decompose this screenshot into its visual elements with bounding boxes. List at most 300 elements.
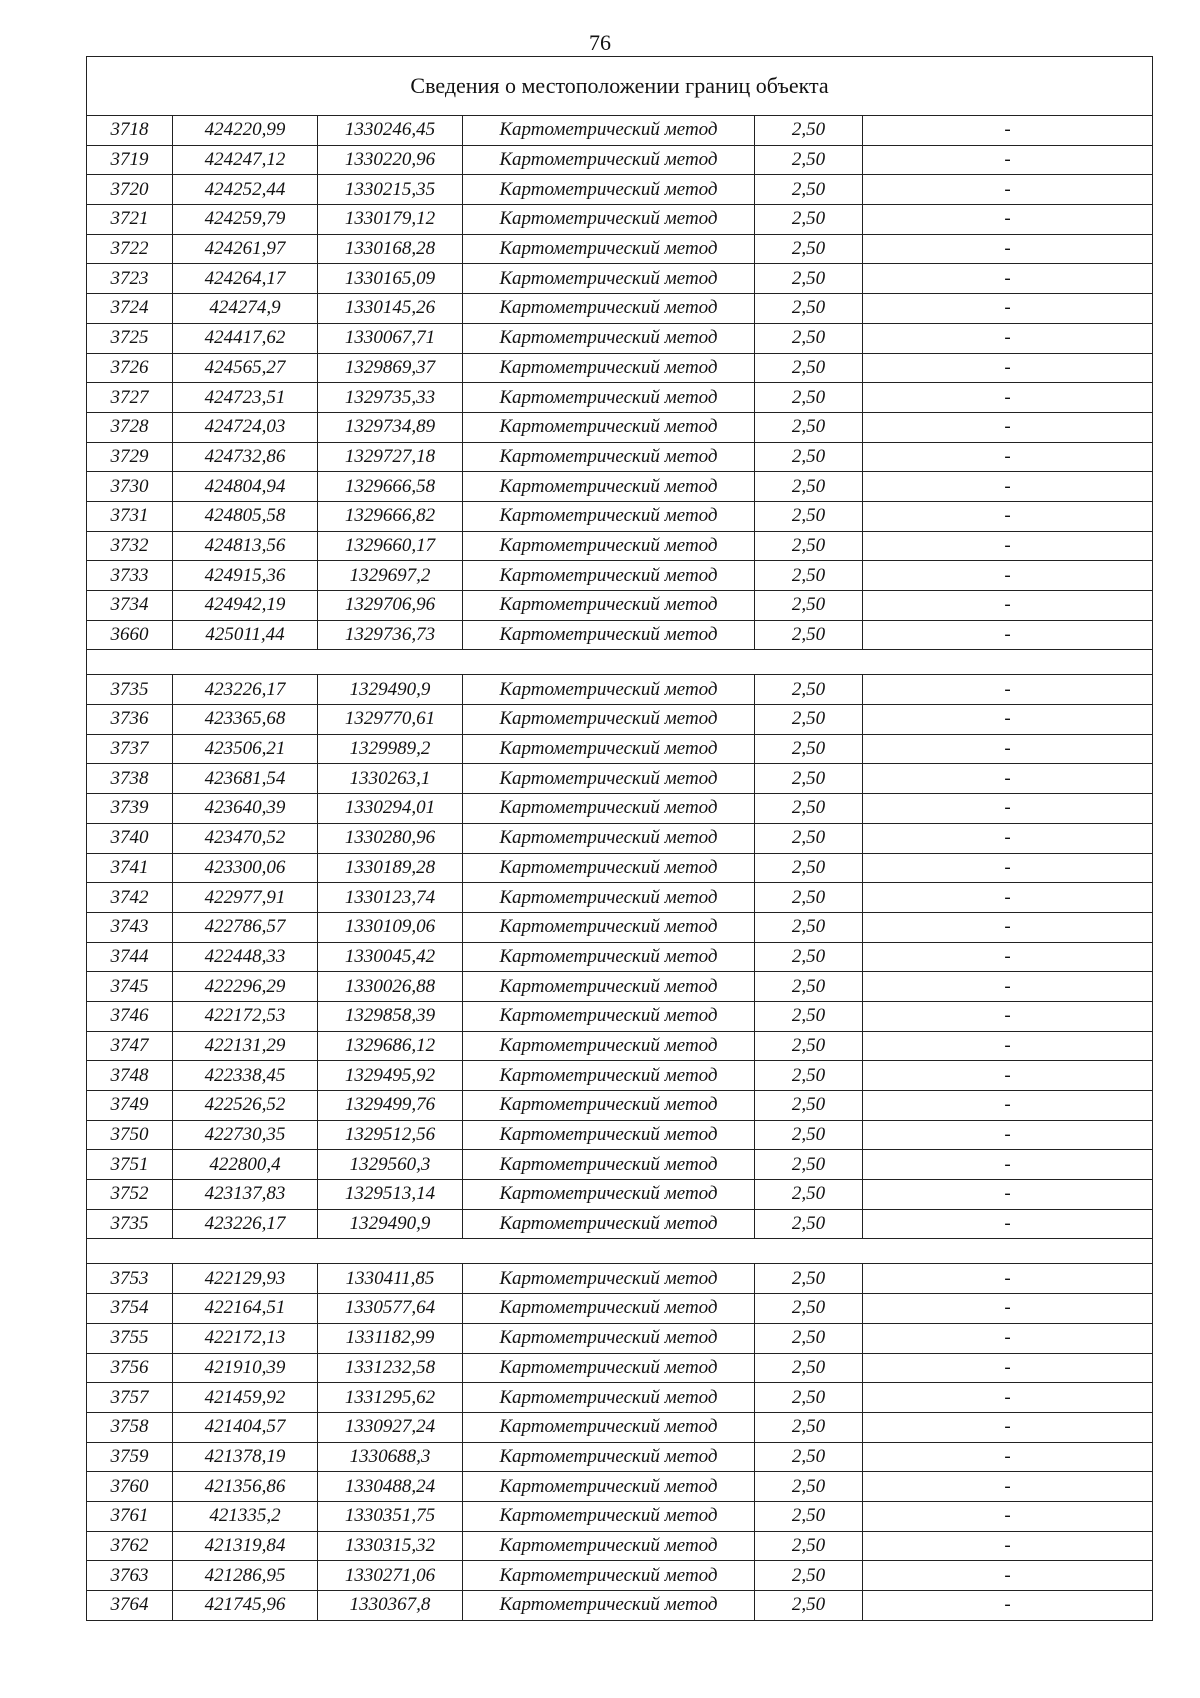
accuracy-cell: 2,50 — [755, 412, 863, 442]
method-cell: Картометрический метод — [463, 1412, 755, 1442]
table-row — [87, 794, 1153, 824]
table-row — [87, 442, 1153, 472]
y-coordinate-cell: 1330294,01 — [318, 794, 463, 824]
point-number-cell: 3735 — [87, 675, 173, 705]
description-cell: - — [863, 1531, 1153, 1561]
x-coordinate-cell: 424261,97 — [173, 234, 318, 264]
method-cell: Картометрический метод — [463, 734, 755, 764]
method-cell: Картометрический метод — [463, 472, 755, 502]
table-row — [87, 675, 1153, 705]
x-coordinate-cell: 422338,45 — [173, 1061, 318, 1091]
accuracy-cell: 2,50 — [755, 1209, 863, 1239]
accuracy-cell: 2,50 — [755, 145, 863, 175]
y-coordinate-cell: 1330045,42 — [318, 942, 463, 972]
point-number-cell: 3731 — [87, 501, 173, 531]
accuracy-cell: 2,50 — [755, 942, 863, 972]
description-cell: - — [863, 764, 1153, 794]
point-number-cell: 3722 — [87, 234, 173, 264]
table-row — [87, 912, 1153, 942]
y-coordinate-cell: 1329495,92 — [318, 1061, 463, 1091]
y-coordinate-cell: 1330067,71 — [318, 323, 463, 353]
table-row — [87, 1412, 1153, 1442]
x-coordinate-cell: 424732,86 — [173, 442, 318, 472]
point-number-cell: 3756 — [87, 1353, 173, 1383]
description-cell: - — [863, 1150, 1153, 1180]
y-coordinate-cell: 1329770,61 — [318, 705, 463, 735]
table-row — [87, 853, 1153, 883]
accuracy-cell: 2,50 — [755, 561, 863, 591]
point-number-cell: 3719 — [87, 145, 173, 175]
table-row — [87, 1561, 1153, 1591]
y-coordinate-cell: 1330189,28 — [318, 853, 463, 883]
accuracy-cell: 2,50 — [755, 675, 863, 705]
boundary-coordinates-table — [86, 56, 1153, 1621]
table-row — [87, 620, 1153, 650]
accuracy-cell: 2,50 — [755, 883, 863, 913]
y-coordinate-cell: 1329736,73 — [318, 620, 463, 650]
point-number-cell: 3755 — [87, 1323, 173, 1353]
y-coordinate-cell: 1329499,76 — [318, 1091, 463, 1121]
accuracy-cell: 2,50 — [755, 1591, 863, 1621]
description-cell: - — [863, 1591, 1153, 1621]
point-number-cell: 3737 — [87, 734, 173, 764]
point-number-cell: 3752 — [87, 1180, 173, 1210]
table-row — [87, 1472, 1153, 1502]
x-coordinate-cell: 422786,57 — [173, 912, 318, 942]
point-number-cell: 3735 — [87, 1209, 173, 1239]
point-number-cell: 3758 — [87, 1412, 173, 1442]
y-coordinate-cell: 1329869,37 — [318, 353, 463, 383]
accuracy-cell: 2,50 — [755, 1412, 863, 1442]
method-cell: Картометрический метод — [463, 1472, 755, 1502]
point-number-cell: 3750 — [87, 1120, 173, 1150]
method-cell: Картометрический метод — [463, 853, 755, 883]
table-caption: Сведения о местоположении границ объекта — [87, 57, 1153, 116]
description-cell: - — [863, 942, 1153, 972]
y-coordinate-cell: 1331232,58 — [318, 1353, 463, 1383]
x-coordinate-cell: 423640,39 — [173, 794, 318, 824]
accuracy-cell: 2,50 — [755, 323, 863, 353]
accuracy-cell: 2,50 — [755, 1091, 863, 1121]
method-cell: Картометрический метод — [463, 942, 755, 972]
accuracy-cell: 2,50 — [755, 472, 863, 502]
accuracy-cell: 2,50 — [755, 501, 863, 531]
x-coordinate-cell: 422129,93 — [173, 1264, 318, 1294]
y-coordinate-cell: 1330488,24 — [318, 1472, 463, 1502]
method-cell: Картометрический метод — [463, 912, 755, 942]
point-number-cell: 3764 — [87, 1591, 173, 1621]
y-coordinate-cell: 1331295,62 — [318, 1383, 463, 1413]
y-coordinate-cell: 1329706,96 — [318, 591, 463, 621]
table-row — [87, 264, 1153, 294]
point-number-cell: 3760 — [87, 1472, 173, 1502]
table-row — [87, 591, 1153, 621]
method-cell: Картометрический метод — [463, 1353, 755, 1383]
method-cell: Картометрический метод — [463, 442, 755, 472]
table-row — [87, 734, 1153, 764]
method-cell: Картометрический метод — [463, 1180, 755, 1210]
y-coordinate-cell: 1330351,75 — [318, 1501, 463, 1531]
method-cell: Картометрический метод — [463, 294, 755, 324]
y-coordinate-cell: 1331182,99 — [318, 1323, 463, 1353]
description-cell: - — [863, 794, 1153, 824]
x-coordinate-cell: 424259,79 — [173, 205, 318, 235]
description-cell: - — [863, 116, 1153, 146]
point-number-cell: 3730 — [87, 472, 173, 502]
y-coordinate-cell: 1330577,64 — [318, 1294, 463, 1324]
table-row — [87, 1031, 1153, 1061]
description-cell: - — [863, 145, 1153, 175]
x-coordinate-cell: 422172,13 — [173, 1323, 318, 1353]
table-row — [87, 234, 1153, 264]
description-cell: - — [863, 294, 1153, 324]
point-number-cell: 3729 — [87, 442, 173, 472]
method-cell: Картометрический метод — [463, 1031, 755, 1061]
y-coordinate-cell: 1330246,45 — [318, 116, 463, 146]
x-coordinate-cell: 424220,99 — [173, 116, 318, 146]
x-coordinate-cell: 421319,84 — [173, 1531, 318, 1561]
y-coordinate-cell: 1330688,3 — [318, 1442, 463, 1472]
description-cell: - — [863, 591, 1153, 621]
table-row — [87, 1442, 1153, 1472]
description-cell: - — [863, 205, 1153, 235]
table-row — [87, 823, 1153, 853]
x-coordinate-cell: 421910,39 — [173, 1353, 318, 1383]
accuracy-cell: 2,50 — [755, 383, 863, 413]
description-cell: - — [863, 912, 1153, 942]
description-cell: - — [863, 412, 1153, 442]
accuracy-cell: 2,50 — [755, 591, 863, 621]
x-coordinate-cell: 424417,62 — [173, 323, 318, 353]
method-cell: Картометрический метод — [463, 972, 755, 1002]
table-row — [87, 1120, 1153, 1150]
table-row — [87, 942, 1153, 972]
accuracy-cell: 2,50 — [755, 1353, 863, 1383]
y-coordinate-cell: 1330927,24 — [318, 1412, 463, 1442]
group-separator-cell — [87, 1239, 1153, 1264]
description-cell: - — [863, 1001, 1153, 1031]
method-cell: Картометрический метод — [463, 1091, 755, 1121]
accuracy-cell: 2,50 — [755, 116, 863, 146]
y-coordinate-cell: 1330123,74 — [318, 883, 463, 913]
point-number-cell: 3744 — [87, 942, 173, 972]
method-cell: Картометрический метод — [463, 1591, 755, 1621]
table-row — [87, 764, 1153, 794]
method-cell: Картометрический метод — [463, 264, 755, 294]
description-cell: - — [863, 620, 1153, 650]
table-row — [87, 116, 1153, 146]
method-cell: Картометрический метод — [463, 1150, 755, 1180]
description-cell: - — [863, 1561, 1153, 1591]
x-coordinate-cell: 422977,91 — [173, 883, 318, 913]
point-number-cell: 3727 — [87, 383, 173, 413]
x-coordinate-cell: 422448,33 — [173, 942, 318, 972]
point-number-cell: 3732 — [87, 531, 173, 561]
y-coordinate-cell: 1330179,12 — [318, 205, 463, 235]
table-row — [87, 1501, 1153, 1531]
y-coordinate-cell: 1330109,06 — [318, 912, 463, 942]
method-cell: Картометрический метод — [463, 705, 755, 735]
x-coordinate-cell: 422164,51 — [173, 1294, 318, 1324]
point-number-cell: 3741 — [87, 853, 173, 883]
y-coordinate-cell: 1329727,18 — [318, 442, 463, 472]
method-cell: Картометрический метод — [463, 531, 755, 561]
description-cell: - — [863, 1264, 1153, 1294]
y-coordinate-cell: 1329513,14 — [318, 1180, 463, 1210]
y-coordinate-cell: 1330026,88 — [318, 972, 463, 1002]
method-cell: Картометрический метод — [463, 823, 755, 853]
method-cell: Картометрический метод — [463, 1294, 755, 1324]
table-row — [87, 353, 1153, 383]
y-coordinate-cell: 1329666,82 — [318, 501, 463, 531]
accuracy-cell: 2,50 — [755, 705, 863, 735]
point-number-cell: 3747 — [87, 1031, 173, 1061]
accuracy-cell: 2,50 — [755, 1442, 863, 1472]
table-row — [87, 383, 1153, 413]
group-separator-row — [87, 650, 1153, 675]
y-coordinate-cell: 1329660,17 — [318, 531, 463, 561]
accuracy-cell: 2,50 — [755, 1531, 863, 1561]
x-coordinate-cell: 424724,03 — [173, 412, 318, 442]
description-cell: - — [863, 531, 1153, 561]
x-coordinate-cell: 424804,94 — [173, 472, 318, 502]
description-cell: - — [863, 442, 1153, 472]
accuracy-cell: 2,50 — [755, 1561, 863, 1591]
table-row — [87, 1531, 1153, 1561]
accuracy-cell: 2,50 — [755, 912, 863, 942]
accuracy-cell: 2,50 — [755, 853, 863, 883]
accuracy-cell: 2,50 — [755, 205, 863, 235]
method-cell: Картометрический метод — [463, 234, 755, 264]
y-coordinate-cell: 1330263,1 — [318, 764, 463, 794]
point-number-cell: 3762 — [87, 1531, 173, 1561]
method-cell: Картометрический метод — [463, 501, 755, 531]
point-number-cell: 3745 — [87, 972, 173, 1002]
y-coordinate-cell: 1329686,12 — [318, 1031, 463, 1061]
table-row — [87, 323, 1153, 353]
x-coordinate-cell: 424805,58 — [173, 501, 318, 531]
point-number-cell: 3751 — [87, 1150, 173, 1180]
x-coordinate-cell: 421404,57 — [173, 1412, 318, 1442]
point-number-cell: 3725 — [87, 323, 173, 353]
table-row — [87, 1294, 1153, 1324]
accuracy-cell: 2,50 — [755, 1264, 863, 1294]
point-number-cell: 3660 — [87, 620, 173, 650]
method-cell: Картометрический метод — [463, 1264, 755, 1294]
x-coordinate-cell: 421286,95 — [173, 1561, 318, 1591]
method-cell: Картометрический метод — [463, 205, 755, 235]
point-number-cell: 3757 — [87, 1383, 173, 1413]
y-coordinate-cell: 1330280,96 — [318, 823, 463, 853]
y-coordinate-cell: 1329697,2 — [318, 561, 463, 591]
accuracy-cell: 2,50 — [755, 294, 863, 324]
y-coordinate-cell: 1329666,58 — [318, 472, 463, 502]
point-number-cell: 3759 — [87, 1442, 173, 1472]
description-cell: - — [863, 353, 1153, 383]
method-cell: Картометрический метод — [463, 1383, 755, 1413]
description-cell: - — [863, 734, 1153, 764]
y-coordinate-cell: 1329512,56 — [318, 1120, 463, 1150]
x-coordinate-cell: 422172,53 — [173, 1001, 318, 1031]
y-coordinate-cell: 1329734,89 — [318, 412, 463, 442]
accuracy-cell: 2,50 — [755, 1061, 863, 1091]
x-coordinate-cell: 423226,17 — [173, 675, 318, 705]
table-row — [87, 412, 1153, 442]
y-coordinate-cell: 1330168,28 — [318, 234, 463, 264]
accuracy-cell: 2,50 — [755, 1501, 863, 1531]
method-cell: Картометрический метод — [463, 561, 755, 591]
table-row — [87, 1264, 1153, 1294]
description-cell: - — [863, 1501, 1153, 1531]
method-cell: Картометрический метод — [463, 145, 755, 175]
x-coordinate-cell: 423506,21 — [173, 734, 318, 764]
x-coordinate-cell: 424813,56 — [173, 531, 318, 561]
x-coordinate-cell: 424915,36 — [173, 561, 318, 591]
table-row — [87, 972, 1153, 1002]
x-coordinate-cell: 421745,96 — [173, 1591, 318, 1621]
y-coordinate-cell: 1330165,09 — [318, 264, 463, 294]
description-cell: - — [863, 1472, 1153, 1502]
table-row — [87, 531, 1153, 561]
table-caption-row — [87, 57, 1153, 116]
point-number-cell: 3761 — [87, 1501, 173, 1531]
point-number-cell: 3740 — [87, 823, 173, 853]
method-cell: Картометрический метод — [463, 412, 755, 442]
description-cell: - — [863, 823, 1153, 853]
y-coordinate-cell: 1330367,8 — [318, 1591, 463, 1621]
description-cell: - — [863, 1031, 1153, 1061]
table-row — [87, 1180, 1153, 1210]
description-cell: - — [863, 1120, 1153, 1150]
point-number-cell: 3724 — [87, 294, 173, 324]
table-row — [87, 1061, 1153, 1091]
accuracy-cell: 2,50 — [755, 442, 863, 472]
accuracy-cell: 2,50 — [755, 620, 863, 650]
point-number-cell: 3748 — [87, 1061, 173, 1091]
point-number-cell: 3736 — [87, 705, 173, 735]
accuracy-cell: 2,50 — [755, 734, 863, 764]
description-cell: - — [863, 1294, 1153, 1324]
x-coordinate-cell: 423300,06 — [173, 853, 318, 883]
table-row — [87, 501, 1153, 531]
group-separator-row — [87, 1239, 1153, 1264]
method-cell: Картометрический метод — [463, 1501, 755, 1531]
method-cell: Картометрический метод — [463, 1323, 755, 1353]
method-cell: Картометрический метод — [463, 323, 755, 353]
description-cell: - — [863, 383, 1153, 413]
group-separator-cell — [87, 650, 1153, 675]
description-cell: - — [863, 883, 1153, 913]
method-cell: Картометрический метод — [463, 794, 755, 824]
accuracy-cell: 2,50 — [755, 764, 863, 794]
accuracy-cell: 2,50 — [755, 1323, 863, 1353]
x-coordinate-cell: 421459,92 — [173, 1383, 318, 1413]
point-number-cell: 3720 — [87, 175, 173, 205]
accuracy-cell: 2,50 — [755, 1031, 863, 1061]
description-cell: - — [863, 323, 1153, 353]
table-row — [87, 1209, 1153, 1239]
x-coordinate-cell: 422730,35 — [173, 1120, 318, 1150]
description-cell: - — [863, 1353, 1153, 1383]
description-cell: - — [863, 972, 1153, 1002]
accuracy-cell: 2,50 — [755, 823, 863, 853]
x-coordinate-cell: 424274,9 — [173, 294, 318, 324]
description-cell: - — [863, 501, 1153, 531]
table-row — [87, 1001, 1153, 1031]
x-coordinate-cell: 423365,68 — [173, 705, 318, 735]
x-coordinate-cell: 424264,17 — [173, 264, 318, 294]
accuracy-cell: 2,50 — [755, 972, 863, 1002]
point-number-cell: 3728 — [87, 412, 173, 442]
table-row — [87, 1323, 1153, 1353]
table-row — [87, 175, 1153, 205]
point-number-cell: 3721 — [87, 205, 173, 235]
point-number-cell: 3763 — [87, 1561, 173, 1591]
method-cell: Картометрический метод — [463, 1001, 755, 1031]
method-cell: Картометрический метод — [463, 883, 755, 913]
x-coordinate-cell: 423681,54 — [173, 764, 318, 794]
description-cell: - — [863, 1412, 1153, 1442]
table-row — [87, 294, 1153, 324]
accuracy-cell: 2,50 — [755, 531, 863, 561]
y-coordinate-cell: 1329490,9 — [318, 1209, 463, 1239]
x-coordinate-cell: 423137,83 — [173, 1180, 318, 1210]
x-coordinate-cell: 423226,17 — [173, 1209, 318, 1239]
x-coordinate-cell: 422131,29 — [173, 1031, 318, 1061]
method-cell: Картометрический метод — [463, 1442, 755, 1472]
y-coordinate-cell: 1330220,96 — [318, 145, 463, 175]
page-number: 76 — [589, 30, 611, 55]
x-coordinate-cell: 424565,27 — [173, 353, 318, 383]
y-coordinate-cell: 1330271,06 — [318, 1561, 463, 1591]
method-cell: Картометрический метод — [463, 175, 755, 205]
table-row — [87, 1383, 1153, 1413]
point-number-cell: 3746 — [87, 1001, 173, 1031]
method-cell: Картометрический метод — [463, 675, 755, 705]
y-coordinate-cell: 1329560,3 — [318, 1150, 463, 1180]
point-number-cell: 3723 — [87, 264, 173, 294]
y-coordinate-cell: 1329490,9 — [318, 675, 463, 705]
method-cell: Картометрический метод — [463, 383, 755, 413]
point-number-cell: 3739 — [87, 794, 173, 824]
method-cell: Картометрический метод — [463, 1531, 755, 1561]
method-cell: Картометрический метод — [463, 116, 755, 146]
point-number-cell: 3718 — [87, 116, 173, 146]
y-coordinate-cell: 1329989,2 — [318, 734, 463, 764]
description-cell: - — [863, 705, 1153, 735]
description-cell: - — [863, 1442, 1153, 1472]
y-coordinate-cell: 1330315,32 — [318, 1531, 463, 1561]
point-number-cell: 3738 — [87, 764, 173, 794]
accuracy-cell: 2,50 — [755, 353, 863, 383]
description-cell: - — [863, 1383, 1153, 1413]
table-row — [87, 472, 1153, 502]
method-cell: Картометрический метод — [463, 1120, 755, 1150]
accuracy-cell: 2,50 — [755, 175, 863, 205]
point-number-cell: 3749 — [87, 1091, 173, 1121]
point-number-cell: 3754 — [87, 1294, 173, 1324]
method-cell: Картометрический метод — [463, 353, 755, 383]
accuracy-cell: 2,50 — [755, 1001, 863, 1031]
accuracy-cell: 2,50 — [755, 234, 863, 264]
table-row — [87, 705, 1153, 735]
x-coordinate-cell: 424247,12 — [173, 145, 318, 175]
x-coordinate-cell: 422800,4 — [173, 1150, 318, 1180]
x-coordinate-cell: 422526,52 — [173, 1091, 318, 1121]
x-coordinate-cell: 421335,2 — [173, 1501, 318, 1531]
description-cell: - — [863, 234, 1153, 264]
description-cell: - — [863, 1061, 1153, 1091]
